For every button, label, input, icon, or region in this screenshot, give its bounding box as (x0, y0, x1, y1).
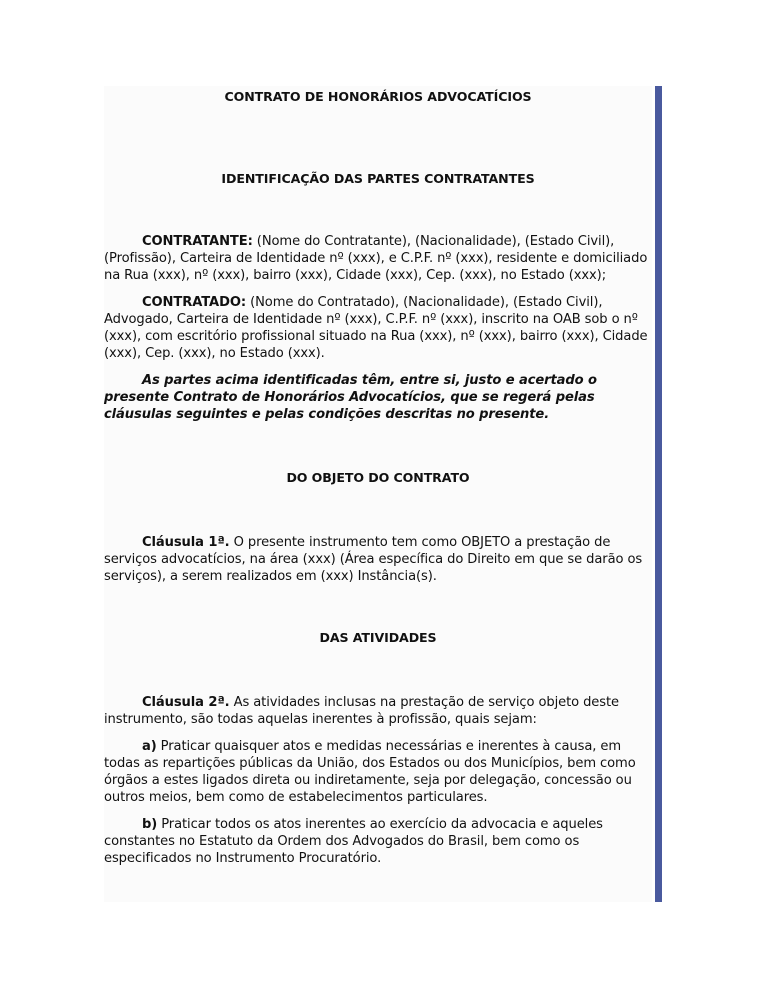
clause-1-paragraph (104, 534, 652, 585)
contratado-label: CONTRATADO: (142, 295, 247, 310)
contratante-text: (Nome do Contratante), (Nacionalidade), (Estado Civil), (Profissão), Carteira de Identidade nº (xxx), e C.P.F. nº (xxx), residente e domiciliado na Rua (xxx), nº (xxx), bairro (xxx), Cidade (xxx), Cep. (xxx), no Estado (xxx); (104, 234, 648, 283)
agreement-paragraph: As partes acima identificadas têm, entre si, justo e acertado o presente Contrato de Honorários Advocatícios, que se regerá pelas cláusulas seguintes e pelas condições descritas no presente. (104, 373, 597, 422)
clause-1-label: Cláusula 1ª. (142, 535, 230, 550)
document-title: CONTRATO DE HONORÁRIOS ADVOCATÍCIOS (224, 89, 532, 104)
clause-2-text: As atividades inclusas na prestação de serviço objeto deste instrumento, são todas aquelas inerentes à profissão, quais sejam: (104, 695, 619, 727)
document-page (104, 88, 652, 867)
page-side-bar (655, 86, 662, 902)
item-a-text: Praticar quaisquer atos e medidas necessárias e inerentes à causa, em todas as repartições públicas da União, dos Estados ou dos Municípios, bem como órgãos a estes ligados direta ou indiretamente, seja por delegação, concessão ou outros meios, bem como de estabelecimentos particulares. (104, 739, 636, 805)
object-heading: DO OBJETO DO CONTRATO (286, 470, 470, 485)
activities-heading: DAS ATIVIDADES (319, 630, 437, 645)
contratado-text: (Nome do Contratado), (Nacionalidade), (Estado Civil), Advogado, Carteira de Identidade nº (xxx), C.P.F. nº (xxx), inscrito na OAB sob o nº (xxx), com escritório profissional situado na Rua (xxx), nº (xxx), bairro (xxx), Cidade (xxx), Cep. (xxx), no Estado (xxx). (104, 295, 648, 361)
contratante-paragraph (104, 233, 652, 284)
contratado-paragraph (104, 294, 652, 362)
item-b-label: b) (142, 817, 158, 832)
contratante-label: CONTRATANTE: (142, 234, 253, 249)
item-b-paragraph (104, 816, 652, 867)
identification-heading: IDENTIFICAÇÃO DAS PARTES CONTRATANTES (221, 171, 535, 186)
clause-2-label: Cláusula 2ª. (142, 695, 230, 710)
clause-2-paragraph (104, 694, 652, 728)
clause-1-text: O presente instrumento tem como OBJETO a prestação de serviços advocatícios, na área (xxx) (Área específica do Direito em que se darão os serviços), a serem realizados em (xxx) Instância(s). (104, 535, 643, 584)
item-b-text: Praticar todos os atos inerentes ao exercício da advocacia e aqueles constantes no Estatuto da Ordem dos Advogados do Brasil, bem como os especificados no Instrumento Procuratório. (104, 817, 603, 866)
item-a-paragraph (104, 738, 652, 806)
item-a-label: a) (142, 739, 157, 754)
